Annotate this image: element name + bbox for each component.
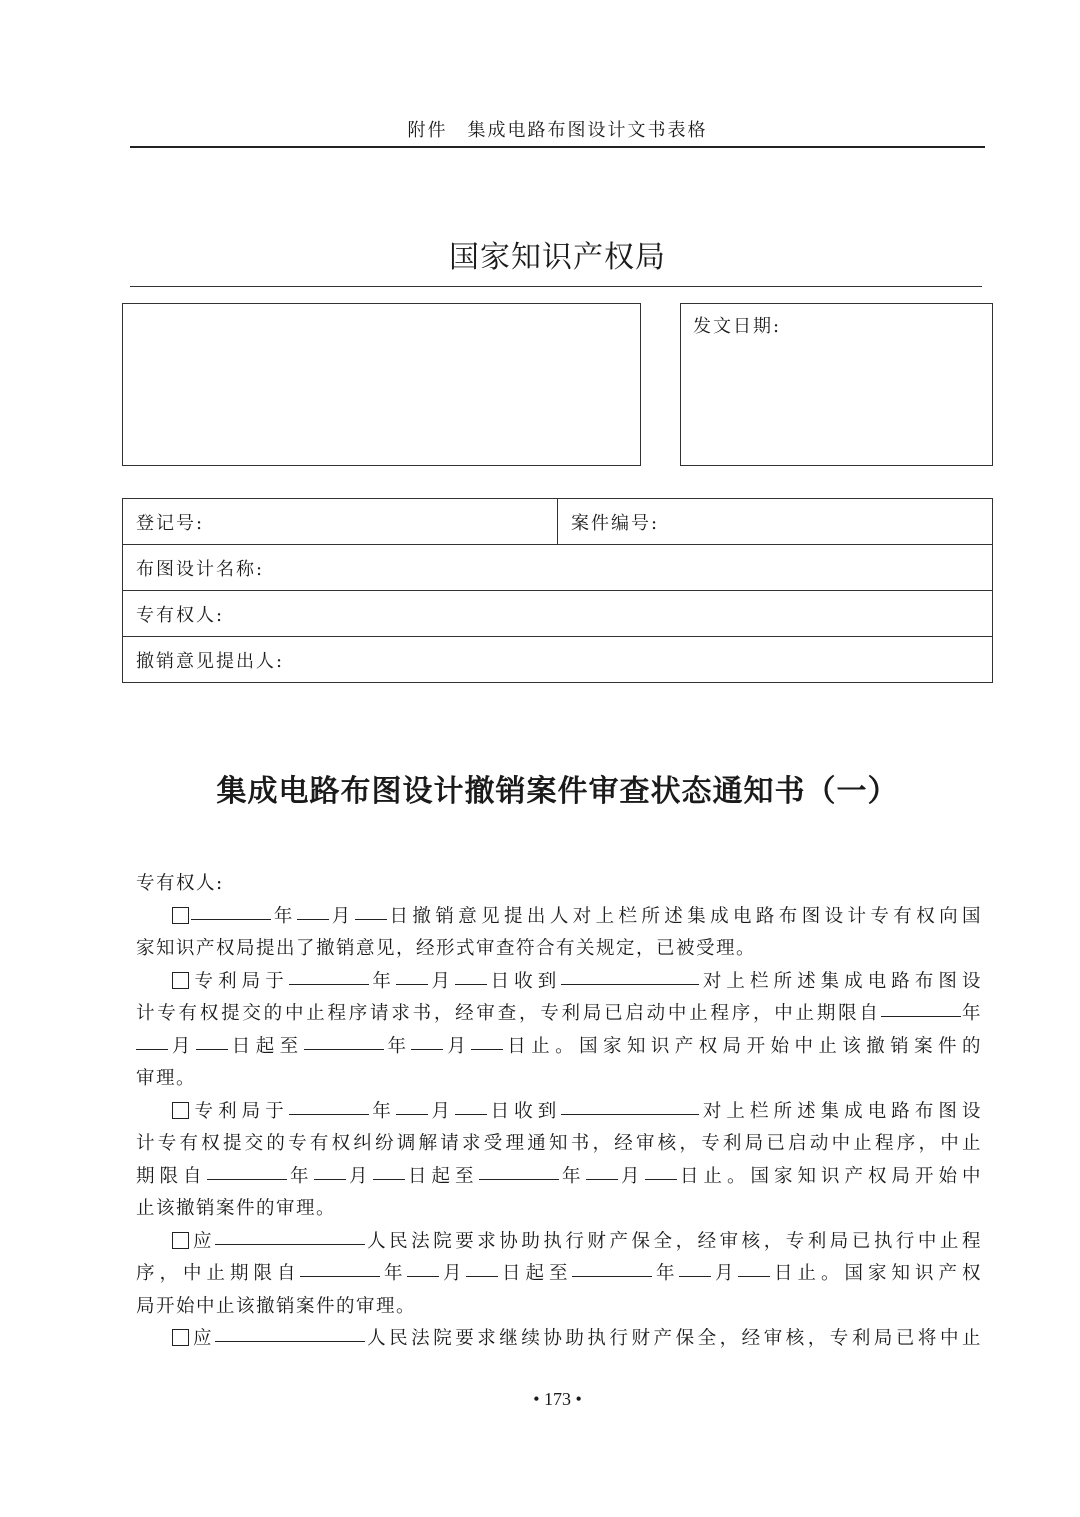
blank-field[interactable] (561, 1113, 699, 1115)
blank-field[interactable] (314, 1178, 346, 1180)
option-3-line-1: 专利局于 年 月 日收到 对上栏所述集成电路布图设 (136, 1096, 982, 1129)
option-2-line-4: 审理。 (136, 1068, 197, 1089)
blank-field[interactable] (196, 1048, 228, 1050)
blank-field[interactable] (411, 1048, 443, 1050)
option-4-line-1: 应 人民法院要求协助执行财产保全，经审核，专利局已执行中止程 (136, 1226, 982, 1259)
notice-title: 集成电路布图设计撤销案件审查状态通知书（一） (216, 774, 899, 809)
option-4-line-2: 序，中止期限自 年 月 日起至 年 月 日止。国家知识产权 (136, 1263, 982, 1284)
case-info-table (122, 498, 993, 683)
option-5-line-1: 应 人民法院要求继续协助执行财产保全，经审核，专利局已将中止 (136, 1323, 982, 1356)
option-3-line-4: 止该撤销案件的审理。 (136, 1198, 337, 1219)
blank-field[interactable] (561, 983, 699, 985)
option-2-line-1: 专利局于 年 月 日收到 对上栏所述集成电路布图设 (136, 966, 982, 999)
option-4-line-3: 局开始中止该撤销案件的审理。 (136, 1295, 417, 1317)
blank-field[interactable] (645, 1178, 677, 1180)
address-box (122, 303, 641, 466)
option-2-line-3: 月 日起至 年 月 日止。国家知识产权局开始中止该撤销案件的 (136, 1031, 982, 1064)
blank-field[interactable] (396, 983, 428, 985)
office-title: 国家知识产权局 (449, 240, 666, 275)
page-number: • 173 • (533, 1389, 582, 1409)
option-5-checkbox[interactable] (172, 1329, 189, 1346)
requester-cell: 撤销意见提出人: (123, 637, 993, 683)
blank-field[interactable] (289, 983, 369, 985)
option-3-line-3: 期限自 年 月 日起至 年 月 日止。国家知识产权局开始中 (136, 1165, 982, 1187)
header-rule (130, 146, 985, 148)
blank-field[interactable] (572, 1275, 652, 1277)
running-header: 附件 集成电路布图设计文书表格 (407, 120, 708, 141)
blank-field[interactable] (191, 918, 271, 920)
option-1-line-1: 年 月 日撤销意见提出人对上栏所述集成电路布图设计专有权向国 (136, 901, 982, 934)
blank-field[interactable] (207, 1178, 287, 1180)
table-row (123, 591, 993, 637)
option-3-line-2: 计专有权提交的专有权纠纷调解请求受理通知书，经审核，专利局已启动中止程序，中止 (136, 1133, 982, 1154)
blank-field[interactable] (215, 1243, 365, 1245)
option-2-checkbox[interactable] (172, 972, 189, 989)
blank-field[interactable] (466, 1275, 498, 1277)
option-4-checkbox[interactable] (172, 1232, 189, 1249)
blank-field[interactable] (586, 1178, 618, 1180)
registration-no-cell: 登记号: (123, 499, 558, 545)
blank-field[interactable] (455, 983, 487, 985)
blank-field[interactable] (881, 1015, 961, 1017)
blank-field[interactable] (297, 918, 329, 920)
blank-field[interactable] (738, 1275, 770, 1277)
option-1-line-2: 家知识产权局提出了撤销意见，经形式审查符合有关规定，已被受理。 (136, 938, 757, 959)
salutation: 专有权人: (136, 873, 224, 894)
table-row (123, 499, 993, 545)
option-3-checkbox[interactable] (172, 1102, 189, 1119)
blank-field[interactable] (136, 1048, 168, 1050)
table-row (123, 545, 993, 591)
blank-field[interactable] (455, 1113, 487, 1115)
blank-field[interactable] (471, 1048, 503, 1050)
option-2-line-2: 计专有权提交的中止程序请求书，经审查，专利局已启动中止程序，中止期限自 年 (136, 1003, 982, 1024)
title-rule (130, 286, 982, 287)
blank-field[interactable] (355, 918, 387, 920)
notice-body (136, 868, 982, 1356)
blank-field[interactable] (289, 1113, 369, 1115)
issue-date-label: 发文日期: (693, 316, 782, 337)
blank-field[interactable] (304, 1048, 384, 1050)
blank-field[interactable] (373, 1178, 405, 1180)
blank-field[interactable] (407, 1275, 439, 1277)
design-name-cell: 布图设计名称: (123, 545, 993, 591)
issue-date-box (680, 303, 993, 466)
blank-field[interactable] (479, 1178, 559, 1180)
blank-field[interactable] (679, 1275, 711, 1277)
blank-field[interactable] (300, 1275, 380, 1277)
option-1-checkbox[interactable] (172, 907, 189, 924)
blank-field[interactable] (215, 1340, 365, 1342)
blank-field[interactable] (396, 1113, 428, 1115)
owner-cell: 专有权人: (123, 591, 993, 637)
table-row (123, 637, 993, 683)
case-no-cell: 案件编号: (558, 499, 993, 545)
